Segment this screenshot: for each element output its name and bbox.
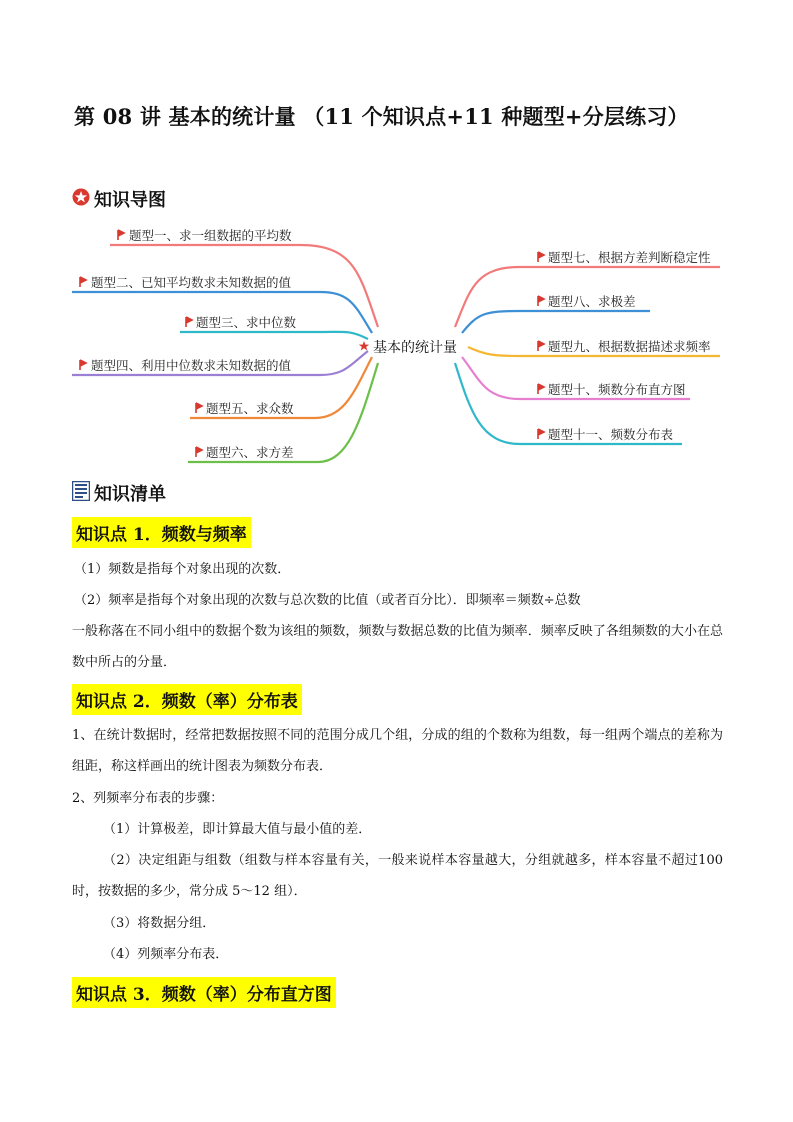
kp3-heading: 知识点 3．频数（率）分布直方图	[72, 977, 336, 1008]
list-heading	[72, 480, 166, 506]
kp2-p2: 2、列频率分布表的步骤：	[72, 791, 224, 806]
mindmap-branch-10	[538, 382, 686, 397]
mindmap-branch-2	[80, 275, 292, 290]
svg-text:题型八、求极差: 题型八、求极差	[548, 294, 636, 309]
kp2-step3: （3）将数据分组．	[103, 916, 216, 931]
kp2-heading: 知识点 2．频数（率）分布表	[72, 684, 302, 715]
kp1-p1: （1）频数是指每个对象出现的次数．	[74, 562, 291, 577]
flag-icon	[80, 360, 86, 370]
svg-text:题型十、频数分布直方图: 题型十、频数分布直方图	[548, 382, 686, 397]
page-title: 第 08 讲 基本的统计量 （11 个知识点+11 种题型+分层练习）	[74, 104, 689, 129]
mindmap-branch-6	[196, 445, 294, 460]
mindmap-heading	[72, 186, 166, 212]
flag-icon	[538, 296, 544, 306]
flag-icon	[118, 230, 124, 240]
list-heading-text: 知识清单	[94, 484, 166, 505]
star-icon	[359, 341, 369, 351]
svg-text:题型九、根据数据描述求频率: 题型九、根据数据描述求频率	[548, 339, 711, 354]
svg-text:题型六、求方差: 题型六、求方差	[206, 445, 294, 460]
mindmap-branch-1	[118, 228, 292, 243]
mindmap-branch-3	[186, 315, 297, 330]
kp1-heading: 知识点 1．频数与频率	[72, 517, 251, 548]
kp2-p1: 1、在统计数据时，经常把数据按照不同的范围分成几个组，分成的组的个数称为组数，每一组两个端点的差称为组距，称这样画出的统计图表为频数分布表．	[72, 728, 723, 774]
flag-icon	[538, 341, 544, 351]
mindmap-center-label: 基本的统计量	[373, 340, 457, 356]
mindmap-branch-9	[538, 339, 711, 354]
mindmap-center	[359, 339, 457, 356]
mindmap-branch-11	[538, 427, 674, 442]
kp1-p2: （2）频率是指每个对象出现的次数与总次数的比值（或者百分比）．即频率＝频数÷总数	[74, 593, 581, 608]
kp1-p3: 一般称落在不同小组中的数据个数为该组的频数，频数与数据总数的比值为频率．频率反映了各组频数的大小在总数中所占的分量．	[72, 624, 723, 670]
flag-icon	[538, 429, 544, 439]
mindmap-branch-8	[538, 294, 636, 309]
document-list-icon	[72, 481, 90, 506]
mindmap-branch-4	[80, 358, 292, 373]
flag-icon	[196, 447, 202, 457]
svg-text:题型一、求一组数据的平均数: 题型一、求一组数据的平均数	[129, 228, 292, 243]
flag-icon	[538, 384, 544, 394]
svg-text:题型四、利用中位数求未知数据的值: 题型四、利用中位数求未知数据的值	[91, 358, 292, 373]
mind-map	[0, 215, 793, 470]
kp2-step4: （4）列频率分布表．	[103, 947, 229, 962]
flag-icon	[538, 252, 544, 262]
mindmap-branch-7	[538, 250, 711, 265]
flag-icon	[80, 277, 86, 287]
flag-icon	[196, 403, 202, 413]
mindmap-branch-5	[196, 401, 294, 416]
svg-text:题型三、求中位数: 题型三、求中位数	[196, 315, 297, 330]
svg-text:题型二、已知平均数求未知数据的值: 题型二、已知平均数求未知数据的值	[91, 275, 292, 290]
kp2-step2: （2）决定组距与组数（组数与样本容量有关，一般来说样本容量越大，分组就越多，样本容量不超过100 时，按数据的多少，常分成 5～12 组）．	[72, 853, 723, 899]
kp2-step1: （1）计算极差，即计算最大值与最小值的差．	[103, 822, 372, 837]
svg-text:题型五、求众数: 题型五、求众数	[206, 401, 294, 416]
flag-icon	[186, 317, 192, 327]
svg-text:题型七、根据方差判断稳定性: 题型七、根据方差判断稳定性	[548, 250, 711, 265]
mindmap-heading-text: 知识导图	[94, 190, 166, 211]
star-badge-icon	[72, 188, 90, 211]
svg-text:题型十一、频数分布表: 题型十一、频数分布表	[548, 427, 674, 442]
